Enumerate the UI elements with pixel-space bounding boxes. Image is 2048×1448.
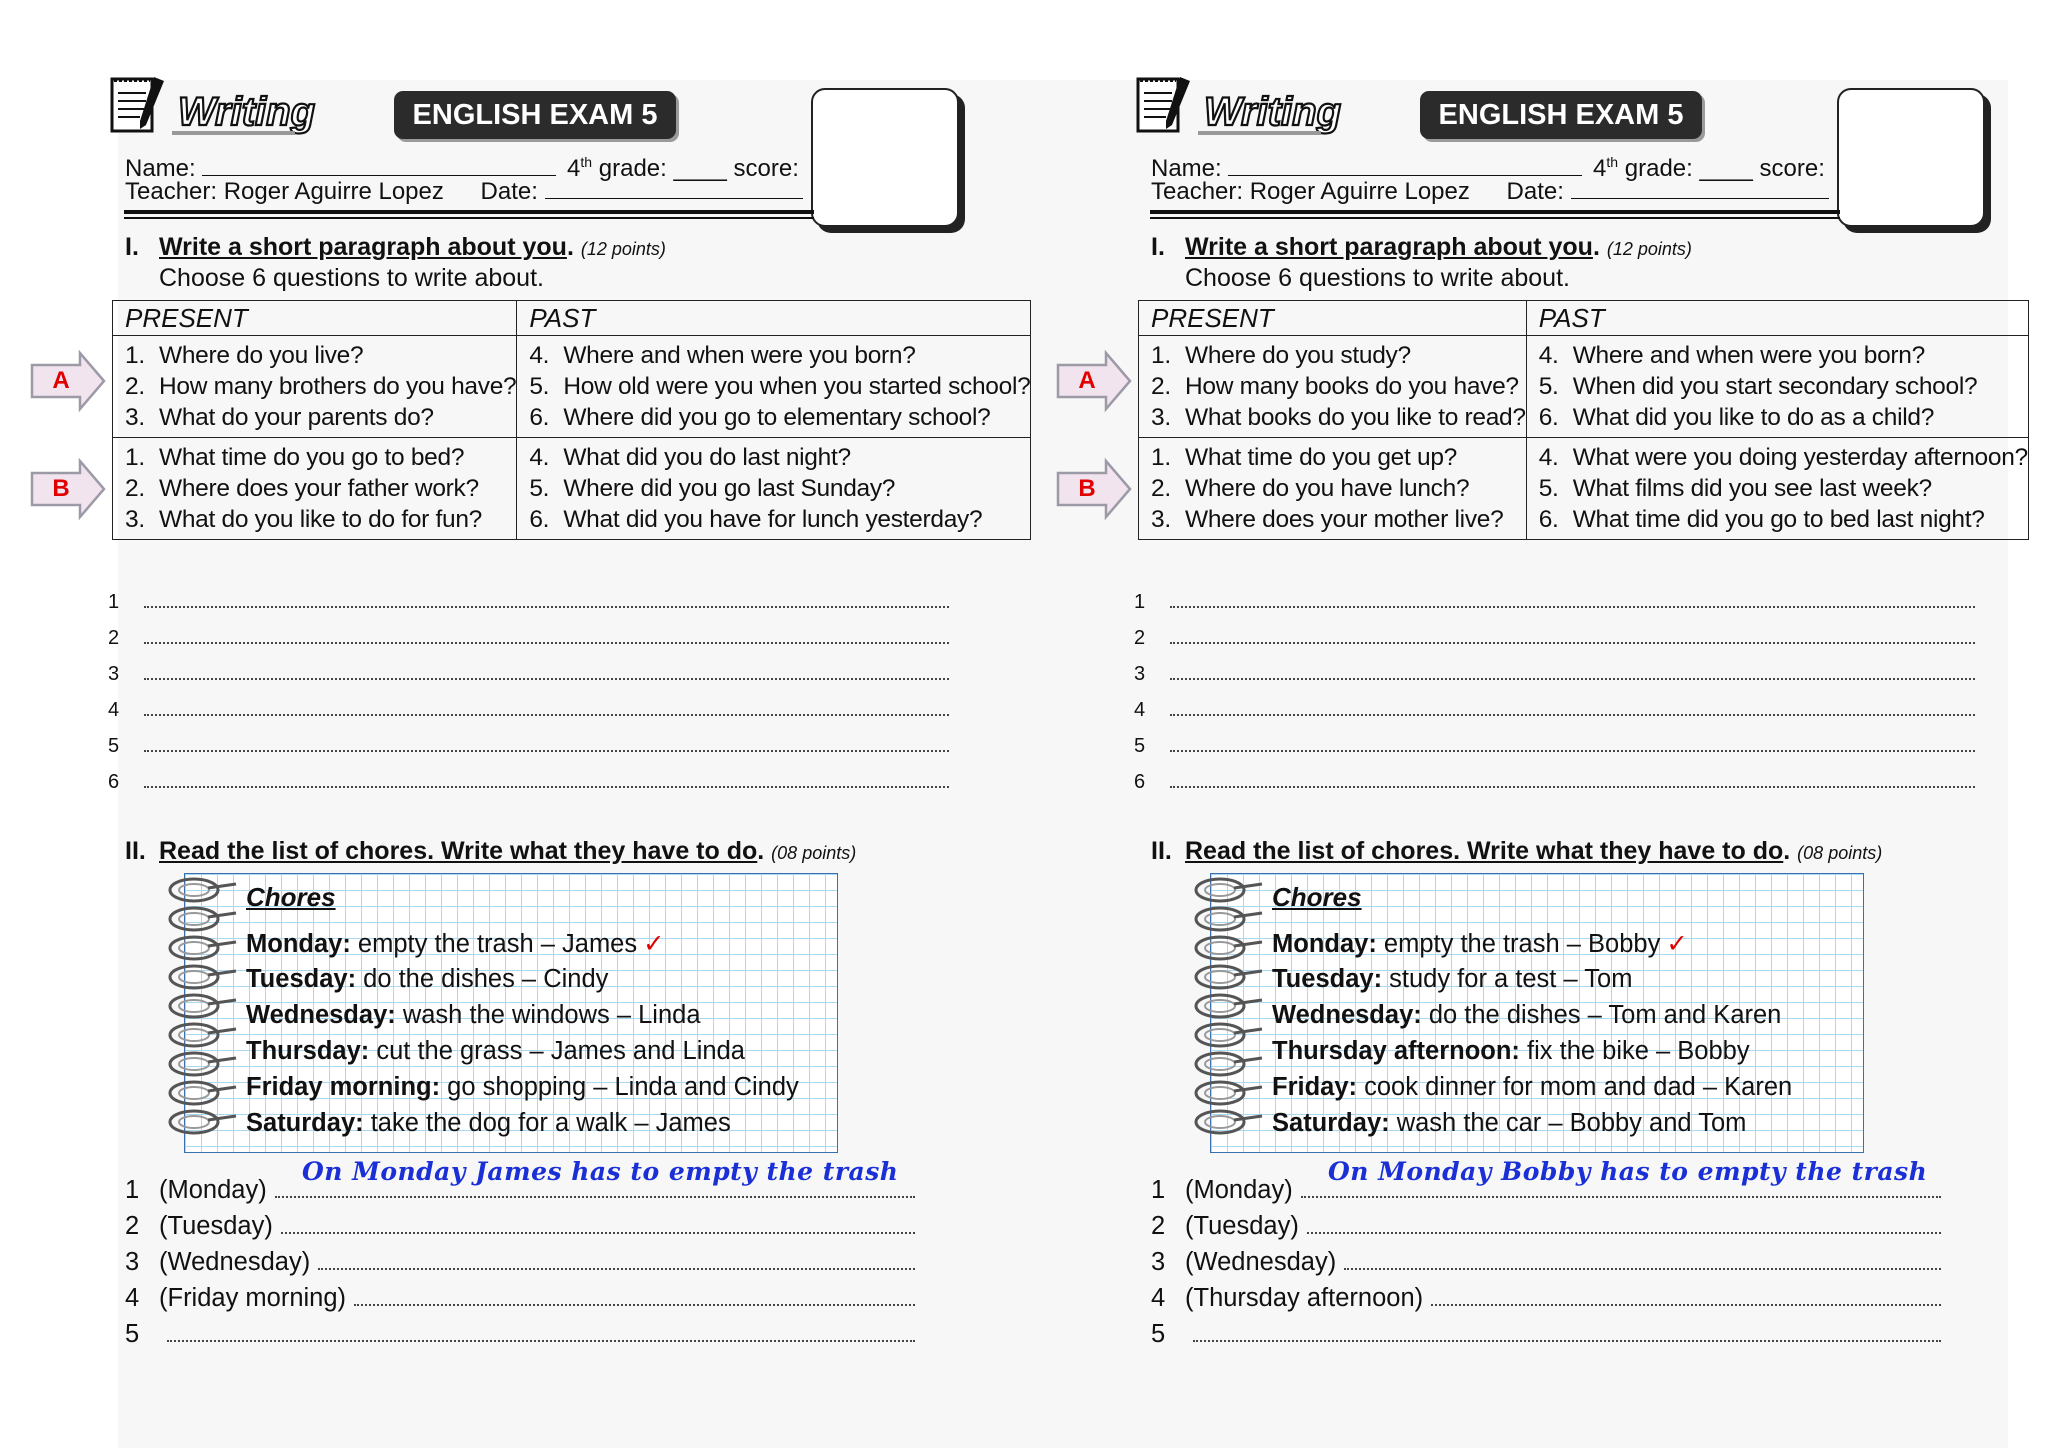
chore-answer-number: 4 [1151,1284,1166,1312]
question-text: What time do you go to bed? [159,444,465,471]
question-text: Where do you have lunch? [1185,475,1470,502]
chore-answer-day: (Monday) [159,1176,267,1204]
question-number: 4. [529,342,550,369]
question-item [125,371,516,402]
question-text: Where do you live? [159,342,364,369]
checkmark-icon: ✓ [643,930,665,958]
question-item [1539,442,2028,473]
chore-task: cook dinner for mom and dad – Karen [1357,1073,1793,1101]
chore-day: Saturday: [246,1109,364,1137]
question-text: What books do you like to read? [1185,404,1526,431]
section-2-heading: Read the list of chores. Write what they have to do [159,837,758,865]
date-blank[interactable] [1571,176,1829,199]
chore-answer-day: (Tuesday) [159,1212,273,1240]
answer-line[interactable] [108,771,949,794]
header-rule-thick [124,210,814,214]
chore-task: take the dog for a walk – James [363,1109,731,1137]
question-text: Where does your mother live? [1185,506,1504,533]
questions-table [1138,300,2029,540]
question-item [1539,504,2028,535]
chore-item [1272,929,1688,959]
answer-line[interactable] [1134,591,1975,614]
section-1-points: (12 points) [580,239,666,259]
chore-answer-dotted-line[interactable] [318,1254,915,1270]
question-text: Where does your father work? [159,475,479,502]
score-box [811,88,959,227]
section-1-instruction: Choose 6 questions to write about. [1185,264,1570,292]
past-questions-a [517,336,1031,438]
question-number: 1. [1151,444,1171,471]
writing-notepad-logo [1136,73,1342,139]
question-text: How many books do you have? [1185,373,1519,400]
grade-suffix: th [1606,154,1619,170]
grade-score-label: grade: ____ score: [598,155,799,182]
answer-dotted-line[interactable] [144,772,949,788]
present-questions-b [113,438,517,540]
chore-answer-dotted-line[interactable] [1431,1290,1941,1306]
writing-logo-text: Writing [1204,90,1342,134]
chore-day: Tuesday: [1272,965,1383,993]
chore-answer-number: 3 [125,1248,140,1276]
question-text: What did you like to do as a child? [1572,404,1935,431]
chore-answer-line[interactable] [125,1320,915,1349]
question-item [1151,340,1526,371]
chore-day: Tuesday: [246,965,357,993]
chore-answer-day: (Wednesday) [159,1248,311,1276]
chore-item [1272,965,1632,994]
notebook-spiral [160,876,240,1148]
exam-title: ENGLISH EXAM 5 [1420,91,1702,139]
question-number: 6. [1538,506,1559,533]
chore-answer-day: (Monday) [1185,1176,1293,1204]
teacher-row [1151,176,1829,206]
chore-answer-dotted-line[interactable] [1344,1254,1941,1270]
chore-task: do the dishes – Tom and Karen [1421,1001,1782,1029]
question-item [1151,371,1526,402]
question-text: What films did you see last week? [1572,475,1932,502]
question-text: Where did you go to elementary school? [563,404,991,431]
name-label: Name: [125,155,196,182]
question-number: 6. [529,506,550,533]
name-label: Name: [1151,155,1222,182]
answer-dotted-line[interactable] [144,592,949,608]
chore-answer-day: (Wednesday) [1185,1248,1337,1276]
answer-line-number: 4 [108,699,120,721]
past-header: PAST [1526,301,2028,336]
chore-answer-dotted-line[interactable] [281,1218,915,1234]
header-rule-thick [1150,210,1840,214]
answer-dotted-line[interactable] [144,700,949,716]
section-2-number: II. [1151,837,1172,865]
present-questions-b [1139,438,1527,540]
question-number: 4. [1538,342,1559,369]
answer-line[interactable] [1134,663,1975,686]
question-number: 4. [1538,444,1559,471]
question-text: How old were you when you started school? [563,373,1031,400]
question-item [1151,442,1526,473]
chore-item [1272,1037,1750,1066]
chore-day: Wednesday: [246,1001,396,1029]
chore-answer-number: 2 [1151,1212,1166,1240]
chore-day: Monday: [1272,930,1377,958]
chore-answer-line[interactable] [1151,1284,1941,1313]
answer-dotted-line[interactable] [1170,700,1975,716]
chore-item [246,1001,701,1030]
chore-item [246,1109,731,1138]
answer-line-number: 3 [108,663,120,685]
question-number: 3. [125,506,145,533]
chore-answer-dotted-line[interactable] [354,1290,915,1306]
past-questions-b [1526,438,2028,540]
question-text: What do your parents do? [159,404,434,431]
chore-task: wash the windows – Linda [395,1001,701,1029]
question-number: 5. [1538,475,1559,502]
question-item [125,402,516,433]
chore-item [246,929,665,959]
chore-day: Wednesday: [1272,1001,1422,1029]
answer-dotted-line[interactable] [144,628,949,644]
chore-answer-dotted-line[interactable] [1307,1218,1941,1234]
chore-item [1272,1073,1792,1102]
question-item [529,442,1030,473]
answer-line-number: 1 [1134,591,1146,613]
question-number: 1. [125,342,145,369]
chore-answer-number: 5 [125,1320,140,1348]
question-text: What did you do last night? [563,444,851,471]
chores-title: Chores [1272,882,1362,912]
question-item [1539,402,2028,433]
chore-answer-line[interactable] [125,1284,915,1313]
teacher-row [125,176,803,206]
answer-line[interactable] [108,591,949,614]
question-group-a [113,336,1031,438]
chore-answer-dotted-line[interactable] [167,1326,915,1342]
chore-answer-number: 4 [125,1284,140,1312]
question-item [1539,371,2028,402]
example-answer: On Monday James has to empty the trash [302,1157,899,1186]
chores-title: Chores [246,882,336,912]
question-text: When did you start secondary school? [1572,373,1978,400]
grade-number: 4 [1593,155,1607,182]
question-number: 5. [529,475,550,502]
section-2-title: II. Read the list of chores. Write what they have to do. (08 points) [1151,837,1883,865]
example-answer: On Monday Bobby has to empty the trash [1328,1157,1928,1186]
question-text: What time do you get up? [1185,444,1457,471]
answer-dotted-line[interactable] [144,664,949,680]
chore-task: empty the trash – James [350,930,638,958]
chore-day: Friday morning: [246,1073,441,1101]
chore-answer-line[interactable] [125,1212,915,1241]
question-item [125,442,516,473]
answer-line-number: 5 [1134,735,1146,757]
question-item [529,473,1030,504]
question-group-a [1139,336,2029,438]
answer-dotted-line[interactable] [1170,736,1975,752]
group-b-label: B [1078,475,1096,502]
question-number: 6. [529,404,550,431]
notebook-spiral [1186,876,1266,1148]
question-text: How many brothers do you have? [159,373,517,400]
answer-line[interactable] [1134,627,1975,650]
question-item [125,340,516,371]
present-questions-a [1139,336,1527,438]
question-text: Where do you study? [1185,342,1411,369]
question-item [125,473,516,504]
question-item [529,402,1030,433]
question-number: 2. [1151,475,1171,502]
section-1-heading: Write a short paragraph about you [159,233,567,261]
question-number: 3. [125,404,145,431]
header-rule-thin [1150,217,1840,219]
section-2-title: II. Read the list of chores. Write what they have to do. (08 points) [125,837,857,865]
chore-item [246,1073,799,1102]
section-1-title: I. Write a short paragraph about you. (12 points) [1151,233,1692,261]
date-label: Date: [480,178,538,205]
chore-task: wash the car – Bobby and Tom [1389,1109,1747,1137]
chore-task: study for a test – Tom [1382,965,1633,993]
section-2-heading: Read the list of chores. Write what they have to do [1185,837,1784,865]
question-number: 1. [1151,342,1171,369]
checkmark-icon: ✓ [1666,930,1688,958]
present-header: PRESENT [1139,301,1527,336]
writing-logo-text: Writing [178,90,316,134]
section-1-number: I. [125,233,139,261]
section-2-number: II. [125,837,146,865]
name-blank[interactable] [202,153,556,176]
writing-notepad-logo [110,73,316,139]
question-text: What time did you go to bed last night? [1572,506,1985,533]
questions-table [112,300,1031,540]
answer-line-number: 1 [108,591,120,613]
answer-dotted-line[interactable] [1170,628,1975,644]
answer-line-number: 5 [108,735,120,757]
chore-answer-day: (Tuesday) [1185,1212,1299,1240]
chore-task: fix the bike – Bobby [1519,1037,1750,1065]
chore-answer-day: (Thursday afternoon) [1185,1284,1424,1312]
chore-day: Saturday: [1272,1109,1390,1137]
question-number: 4. [529,444,550,471]
question-item [529,371,1030,402]
answer-line-number: 4 [1134,699,1146,721]
question-item [1151,504,1526,535]
chore-answer-line[interactable] [1151,1212,1941,1241]
answer-line-number: 2 [1134,627,1146,649]
question-text: Where and when were you born? [563,342,916,369]
teacher-name: Teacher: Roger Aguirre Lopez [125,178,444,205]
answer-dotted-line[interactable] [1170,664,1975,680]
question-item [1151,473,1526,504]
chore-answer-number: 2 [125,1212,140,1240]
chore-answer-day: (Friday morning) [159,1284,347,1312]
question-group-b [113,438,1031,540]
grade-score-label: grade: ____ score: [1624,155,1825,182]
section-1-number: I. [1151,233,1165,261]
chore-task: empty the trash – Bobby [1376,930,1661,958]
section-1-heading: Write a short paragraph about you [1185,233,1593,261]
date-label: Date: [1506,178,1564,205]
section-1-points: (12 points) [1606,239,1692,259]
question-item [1539,340,2028,371]
section-2-points: (08 points) [1797,843,1883,863]
answer-dotted-line[interactable] [144,736,949,752]
question-number: 2. [125,373,145,400]
chore-answer-number: 1 [1151,1176,1166,1204]
chore-item [246,965,608,994]
header-rule-thin [124,217,814,219]
answer-line-number: 6 [1134,771,1146,793]
answer-line[interactable] [1134,771,1975,794]
answer-dotted-line[interactable] [1170,772,1975,788]
chore-item [1272,1001,1781,1030]
group-b-label: B [52,475,70,502]
chore-answer-dotted-line[interactable] [1193,1326,1941,1342]
grade-suffix: th [580,154,593,170]
question-number: 3. [1151,404,1171,431]
chore-answer-line[interactable] [125,1248,915,1277]
past-header: PAST [517,301,1031,336]
question-item [1151,402,1526,433]
answer-line[interactable] [108,735,949,758]
teacher-name: Teacher: Roger Aguirre Lopez [1151,178,1470,205]
answer-line[interactable] [1134,699,1975,722]
score-box [1837,88,1985,227]
answer-line-number: 2 [108,627,120,649]
chore-answer-number: 1 [125,1176,140,1204]
answer-line-number: 3 [1134,663,1146,685]
answer-line[interactable] [1134,735,1975,758]
chore-day: Friday: [1272,1073,1358,1101]
answer-line[interactable] [108,627,949,650]
chore-answer-line[interactable] [1151,1320,1941,1349]
grade-number: 4 [567,155,581,182]
chore-day: Thursday afternoon: [1272,1037,1520,1065]
chore-task: cut the grass – James and Linda [369,1037,745,1065]
question-group-b [1139,438,2029,540]
section-2-points: (08 points) [771,843,857,863]
section-1-title: I. Write a short paragraph about you. (12 points) [125,233,666,261]
group-a-label: A [52,367,70,394]
question-number: 1. [125,444,145,471]
question-number: 5. [1538,373,1559,400]
name-blank[interactable] [1228,153,1582,176]
chore-answer-number: 5 [1151,1320,1166,1348]
exam-title: ENGLISH EXAM 5 [394,91,676,139]
question-text: What did you have for lunch yesterday? [563,506,983,533]
question-text: What were you doing yesterday afternoon? [1572,444,2028,471]
present-header: PRESENT [113,301,517,336]
chore-item [1272,1109,1746,1138]
group-a-label: A [1078,367,1096,394]
question-text: Where and when were you born? [1572,342,1925,369]
past-questions-b [517,438,1031,540]
chore-item [246,1037,745,1066]
past-questions-a [1526,336,2028,438]
answer-line[interactable] [108,663,949,686]
answer-line-number: 6 [108,771,120,793]
section-1-instruction: Choose 6 questions to write about. [159,264,544,292]
question-number: 3. [1151,506,1171,533]
question-number: 2. [1151,373,1171,400]
chore-task: go shopping – Linda and Cindy [440,1073,799,1101]
present-questions-a [113,336,517,438]
date-blank[interactable] [545,176,803,199]
question-item [1539,473,2028,504]
chore-answer-number: 3 [1151,1248,1166,1276]
chore-task: do the dishes – Cindy [356,965,609,993]
question-number: 6. [1538,404,1559,431]
answer-dotted-line[interactable] [1170,592,1975,608]
question-item [529,340,1030,371]
question-number: 2. [125,475,145,502]
question-item [125,504,516,535]
question-text: Where did you go last Sunday? [563,475,896,502]
answer-line[interactable] [108,699,949,722]
question-number: 5. [529,373,550,400]
question-text: What do you like to do for fun? [159,506,483,533]
chore-day: Thursday: [246,1037,370,1065]
question-item [529,504,1030,535]
chore-answer-line[interactable] [1151,1248,1941,1277]
exam-sheet-right [1026,0,2036,1448]
chore-day: Monday: [246,930,351,958]
